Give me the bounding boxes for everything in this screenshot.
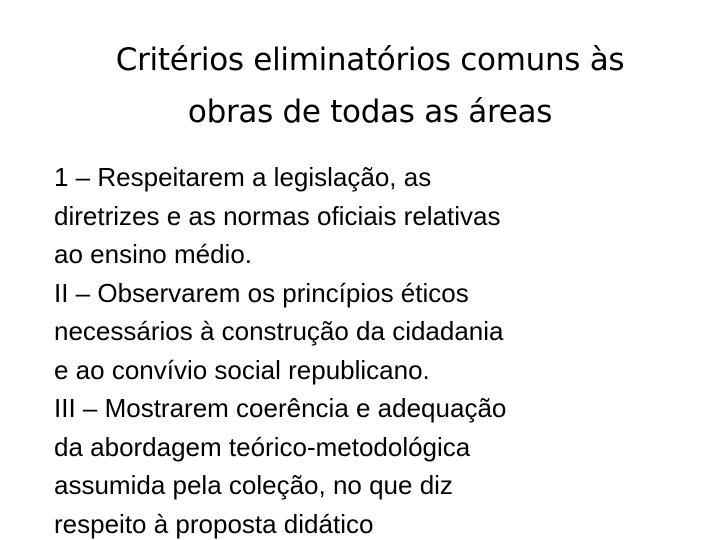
criterion-line: respeito à proposta didático [54,508,374,539]
slide-title-line: Critérios eliminatórios comuns às [115,42,625,78]
criterion-line: assumida pela coleção, no que diz [54,470,453,500]
criterion-line: 1 – Respeitarem a legislação, as [54,162,432,192]
slide-title [40,34,700,138]
criterion-item [54,389,694,540]
criterion-item [54,274,694,390]
criterion-line: ao ensino médio. [54,239,253,269]
criterion-line: III – Mostrarem coerência e adequação [54,393,507,423]
criterion-line: e ao convívio social republicano. [54,354,430,385]
criteria-list [54,158,694,540]
criterion-line: da abordagem teórico-metodológica [54,431,471,462]
slide-title-line: obras de todas as áreas [187,94,553,130]
criterion-item [54,158,694,274]
criterion-line: diretrizes e as normas oficiais relativas [54,200,501,231]
criterion-line: II – Observarem os princípios éticos [54,277,469,308]
criterion-line: necessários à construção da cidadania [54,316,504,346]
